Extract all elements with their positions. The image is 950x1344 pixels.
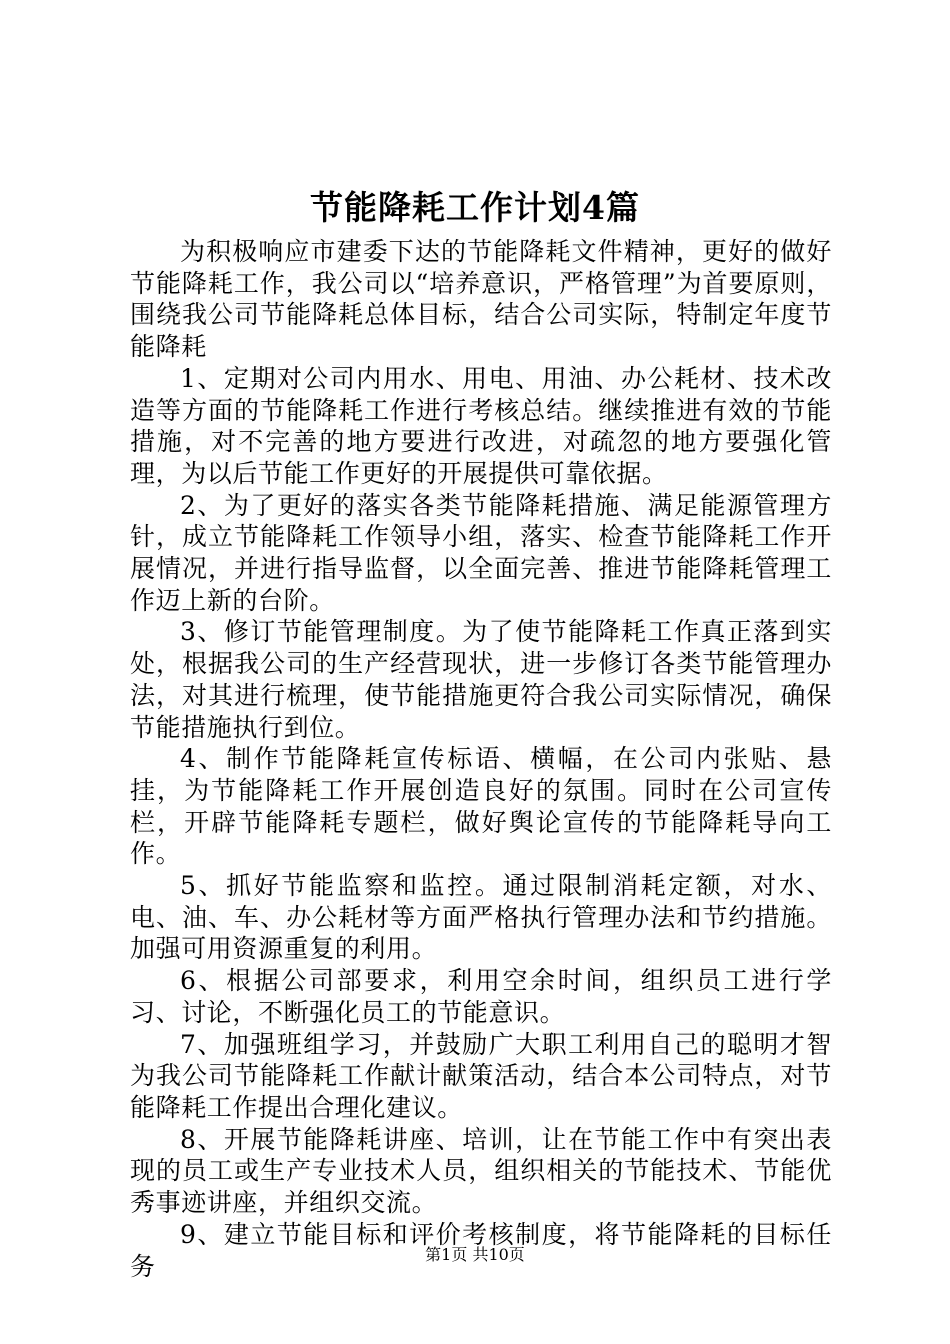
document-title: 节能降耗工作计划4篇: [310, 188, 640, 227]
document-body: [130, 236, 832, 1282]
paragraph-item-3: 3、修订节能管理制度。为了使节能降耗工作真正落到实处，根据我公司的生产经营现状，进一步修订各类节能管理办法，对其进行梳理，使节能措施更符合我公司实际情况，确保节能措施执行到位。: [130, 617, 832, 742]
paragraph-item-1: 1、定期对公司内用水、用电、用油、办公耗材、技术改造等方面的节能降耗工作进行考核总结。继续推进有效的节能措施，对不完善的地方要进行改进，对疏忽的地方要强化管理，为以后节能工作更好的开展提供可靠依据。: [130, 363, 832, 488]
paragraph-item-5: 5、抓好节能监察和监控。通过限制消耗定额，对水、电、油、车、办公耗材等方面严格执行管理办法和节约措施。加强可用资源重复的利用。: [130, 871, 832, 964]
paragraph-item-7: 7、加强班组学习，并鼓励广大职工利用自己的聪明才智为我公司节能降耗工作献计献策活动，结合本公司特点，对节能降耗工作提出合理化建议。: [130, 1029, 832, 1122]
paragraph-item-8: 8、开展节能降耗讲座、培训，让在节能工作中有突出表现的员工或生产专业技术人员，组织相关的节能技术、节能优秀事迹讲座，并组织交流。: [130, 1124, 832, 1218]
paragraph-item-2: 2、为了更好的落实各类节能降耗措施、满足能源管理方针，成立节能降耗工作领导小组，落实、检查节能降耗工作开展情况，并进行指导监督，以全面完善、推进节能降耗管理工作迈上新的台阶。: [130, 490, 832, 615]
page-footer: [0, 1244, 950, 1266]
paragraph-intro: 为积极响应市建委下达的节能降耗文件精神，更好的做好节能降耗工作，我公司以“培养意识，严格管理”为首要原则，围绕我公司节能降耗总体目标，结合公司实际，特制定年度节能降耗: [130, 237, 832, 362]
page-number: 第1页 共10页: [425, 1245, 525, 1264]
paragraph-item-9: 9、建立节能目标和评价考核制度，将节能降耗的目标任务: [130, 1219, 832, 1281]
paragraph-item-6: 6、根据公司部要求，利用空余时间，组织员工进行学习、讨论，不断强化员工的节能意识。: [130, 966, 832, 1027]
paragraph-item-4: 4、制作节能降耗宣传标语、横幅，在公司内张贴、悬挂，为节能降耗工作开展创造良好的氛围。同时在公司宣传栏，开辟节能降耗专题栏，做好舆论宣传的节能降耗导向工作。: [130, 744, 832, 869]
